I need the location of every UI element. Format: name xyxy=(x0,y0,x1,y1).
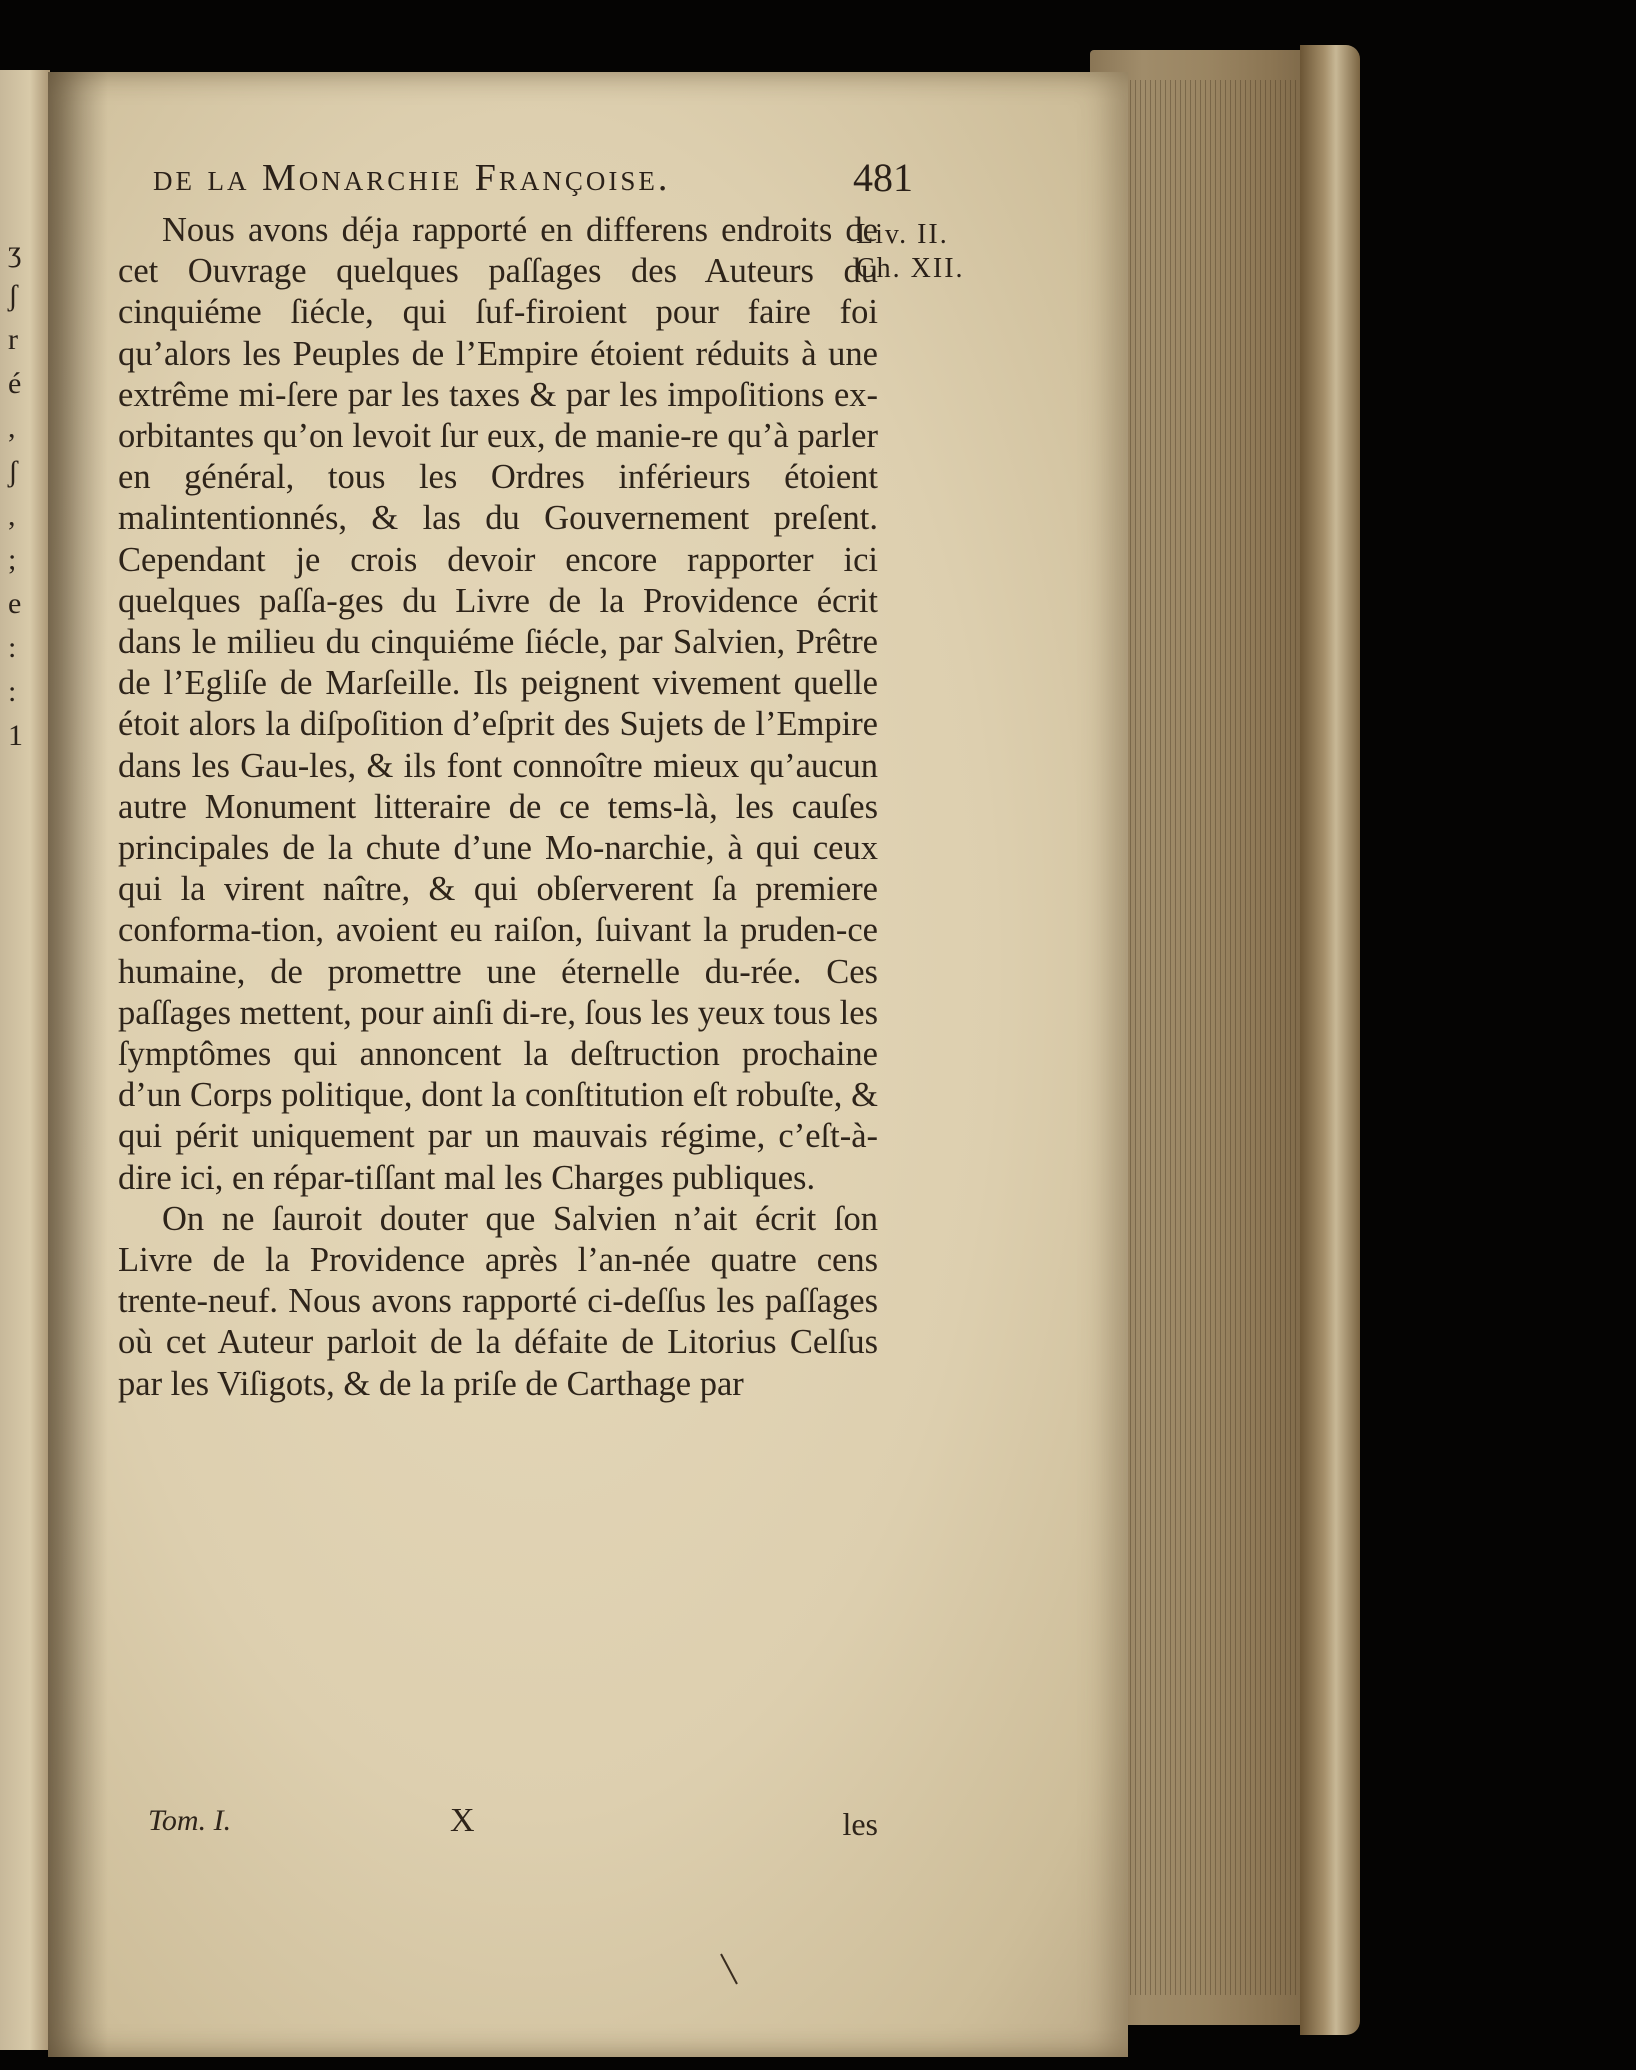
paragraph: Nous avons déja rapporté en differens endroits de cet Ouvrage quelques paſſages des Auteurs du cinquiéme ſiécle, qui ſuf-firoient pour faire foi qu’alors les Peuples de l’Empire étoient réduits à une extrême mi-ſere par les taxes & par les impoſitions ex-orbitantes qu’on levoit ſur eux, de manie-re qu’à parler en général, tous les Ordres inférieurs étoient malintentionnés, & las du Gouvernement preſent. Cependant je crois devoir encore rapporter ici quelques paſſa-ges du Livre de la Providence écrit dans le milieu du cinquiéme ſiécle, par Salvien, Prêtre de l’Egliſe de Marſeille. Ils peignent vivement quelle étoit alors la diſpoſition d’eſprit des Sujets de l’Empire dans les Gau-les, & ils font connoître mieux qu’aucun autre Monument litteraire de ce tems-là, les cauſes principales de la chute d’une Mo-narchie, à qui ceux qui la virent naître, & qui obſerverent ſa premiere conforma-tion, avoient eu raiſon, ſuivant la pruden-ce humaine, de promettre une éternelle du-rée. Ces paſſages mettent, pour ainſi di-re, ſous les yeux tous les ſymptômes qui annoncent la deſtruction prochaine d’un Corps politique, dont la conſtitution eſt robuſte, & qui périt uniquement par un mauvais régime, c’eſt-à-dire ici, en répar-tiſſant mal les Charges publiques. xyxy=(118,211,878,1197)
signature-mark: X xyxy=(450,1802,475,1839)
margin-note-chapter: Ch. XII. xyxy=(856,253,965,284)
gutter-shadow xyxy=(48,72,108,2057)
volume-mark: Tom. I. xyxy=(148,1804,232,1837)
catchword: les xyxy=(842,1806,878,1842)
previous-page-edge xyxy=(0,70,50,2050)
ink-mark xyxy=(720,1954,738,1985)
previous-page-text-fragment: ʒ ʃ r é , ʃ , ; e : : 1 xyxy=(8,235,23,752)
running-head xyxy=(153,150,913,212)
margin-note-book: Liv. II. xyxy=(856,219,949,250)
page-footer xyxy=(148,1804,878,1844)
book-cover-edge xyxy=(1300,45,1360,2035)
page-number: 481 xyxy=(853,155,913,200)
body-text xyxy=(118,210,878,1405)
paragraph: On ne ſauroit douter que Salvien n’ait écrit ſon Livre de la Providence après l’an-née quatre cens trente-neuf. Nous avons rapporté ci-deſſus les paſſages où cet Auteur parloit de la défaite de Litorius Celſus par les Viſigots, & de la priſe de Carthage par xyxy=(118,1199,878,1403)
page-edges xyxy=(1120,80,1330,1995)
running-title: de la Monarchie Françoise. xyxy=(153,157,671,199)
book-page xyxy=(48,72,1128,2057)
